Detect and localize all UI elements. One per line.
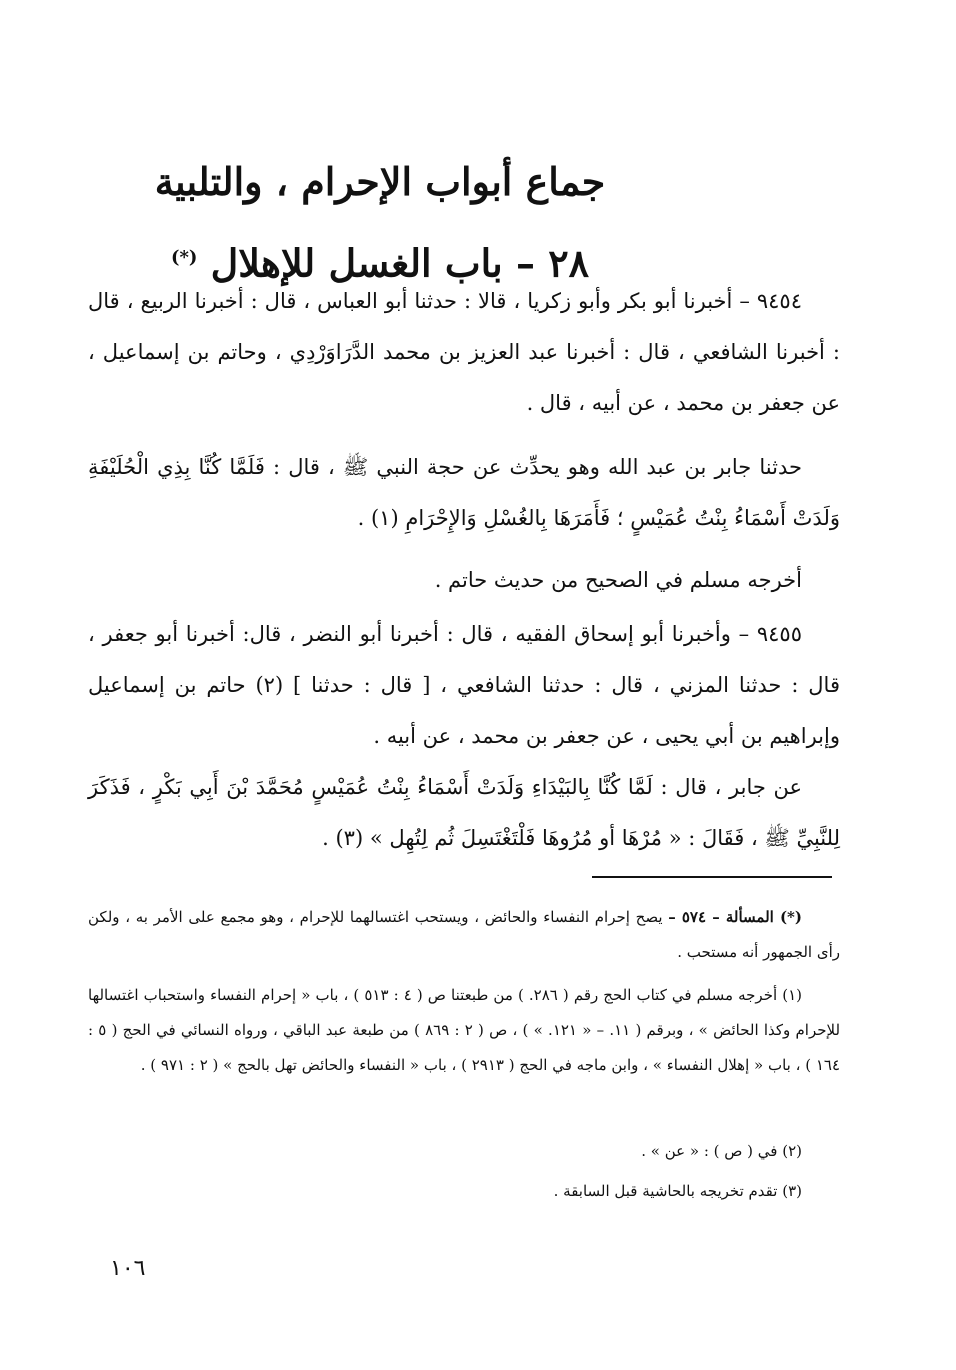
section-footnote-marker: (*) [170, 247, 198, 268]
hadith-9454-isnad: ٩٤٥٤ – أخبرنا أبو بكر وأبو زكريا ، قالا : حدثنا أبو العباس ، قال : أخبرنا الربيع ، قال : أخبرنا الشافعي ، قال : أخبرنا عبد العزيز بن محمد الدَّرَاوَرْدِي ، وحاتم بن إسماعيل ، عن جعفر بن محمد ، عن أبيه ، قال . [88, 289, 840, 415]
footnote-masala [88, 900, 840, 970]
footnote-2: (٢) في ( ص ) : « عن » . [641, 1142, 802, 1160]
footnote-1: (١) أخرجه مسلم في كتاب الحج رقم ( ٢٨٦. ) من طبعتنا ص ( ٤ : ٥١٣ ) ، باب « إحرام النفساء واستحباب اغتسالها للإحرام وكذا الحائض » ، وبرقم ( ١١. – « ١٢١. » ) ، ص ( ٢ : ٨٦٩ ) من طبعة عبد الباقي ، ورواه النسائي في الحج ( ٥ : ١٦٤ ) ، باب « إهلال النفساء » ، وابن ماجه في الحج ( ٢٩١٣ ) ، باب « النفساء والحائض تهل بالحج » ( ٢ : ٩٧١ ) . [88, 986, 841, 1074]
hadith-9455-matn: عن جابر ، قال : لَمَّا كُنَّا بِالبَيْدَاءِ وَلَدَتْ أَسْمَاءُ بِنْتُ عُمَيْسٍ مُحَمَّدَ بْنَ أَبِي بَكْرٍ ، فَذَكَرَ لِلنَّبِيِّ ﷺ ، فَقَالَ : « مُرْهَا أو مُرُوهَا فَلْتَغْتَسِلَ ثُم لِتُهِل » (٣) . [88, 775, 840, 850]
section-heading: ٢٨ – باب الغسل للإهلال (*) [170, 240, 590, 286]
chapter-heading: جماع أبواب الإحرام ، والتلبية [154, 159, 606, 204]
page-number: ١٠٦ [110, 1256, 146, 1281]
footnote-separator [592, 876, 832, 878]
footnote-3: (٣) تقدم تخريجه بالحاشية قبل السابقة . [553, 1182, 802, 1200]
takhrij-note: أخرجه مسلم في الصحيح من حديث حاتم . [434, 568, 802, 592]
hadith-9455-isnad: ٩٤٥٥ – وأخبرنا أبو إسحاق الفقيه ، قال : أخبرنا أبو النضر ، قال: أخبرنا أبو جعفر ، قال : حدثنا المزني ، قال : حدثنا الشافعي ، [ قال : حدثنا ] (٢) حاتم بن إسماعيل وإبراهيم بن أبي يحيى ، عن جعفر بن محمد ، عن أبيه . [88, 622, 840, 748]
section-number: ٢٨ [548, 240, 590, 286]
masala-text: يصح إحرام النفساء والحائض ، ويستحب اغتسالهما للإحرام ، وهو مجمع على الأمر به ، ولكن رأى الجمهور أنه مستحب . [88, 908, 840, 961]
hadith-9454-matn: حدثنا جابر بن عبد الله وهو يحدِّث عن حجة النبي ﷺ ، قال : فَلَمَّا كُنَّا بِذِي الْحُلَيْفَةِ وَلَدَتْ أَسْمَاءُ بِنْتُ عُمَيْسٍ ؛ فَأَمَرَهَا بِالغُسْلِ وَالإِحْرَامِ (١) . [88, 455, 840, 530]
masala-label: (*) المسألة – ٥٧٤ – [668, 908, 802, 926]
section-title: باب الغسل للإهلال [210, 240, 503, 286]
